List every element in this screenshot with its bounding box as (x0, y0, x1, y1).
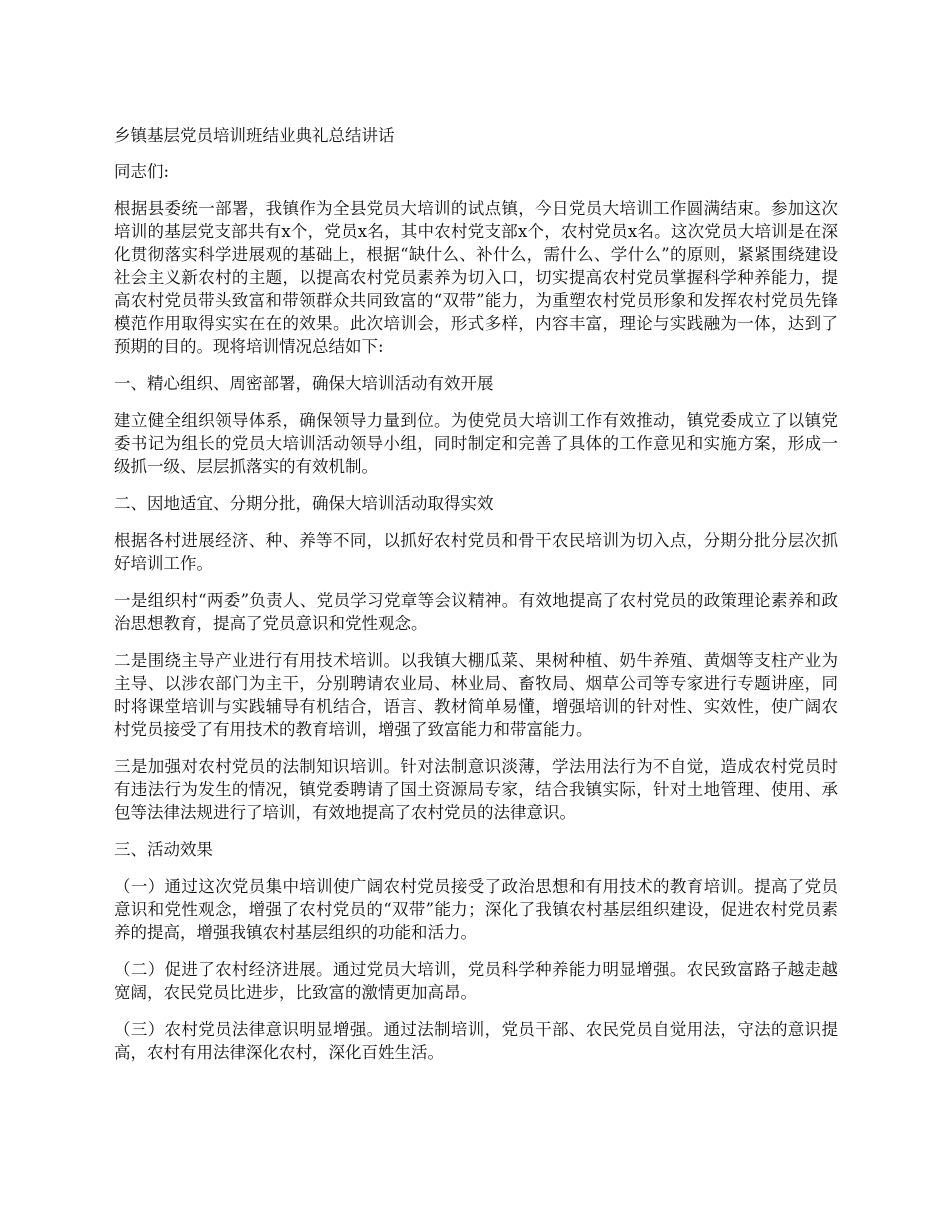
section2-item-3: 三是加强对农村党员的法制知识培训。针对法制意识淡薄，学法用法行为不自觉，造成农村党员时有违法行为发生的情况，镇党委聘请了国土资源局专家，结合我镇实际，针对土地管理、使用、承包等法律法规进行了培训，有效地提高了农村党员的法律意识。 (114, 757, 838, 822)
section3-item-2: （二）促进了农村经济进展。通过党员大培训，党员科学种养能力明显增强。农民致富路子越走越宽阔，农民党员比进步，比致富的激情更加高昂。 (114, 960, 838, 1002)
intro-paragraph: 根据县委统一部署，我镇作为全县党员大培训的试点镇，今日党员大培训工作圆满结束。参加这次培训的基层党支部共有x个，党员x名，其中农村党支部x个，农村党员x名。这次党员大培训是在深化贯彻落实科学进展观的基础上，根据“缺什么、补什么，需什么、学什么”的原则，紧紧围绕建设社会主义新农村的主题，以提高农村党员素养为切入口，切实提高农村党员掌握科学种养能力，提高农村党员带头致富和带领群众共同致富的“双带”能力，为重塑农村党员形象和发挥农村党员先锋模范作用取得实实在在的效果。此次培训会，形式多样，内容丰富，理论与实践融为一体，达到了预期的目的。现将培训情况总结如下: (114, 199, 838, 356)
section2-intro-paragraph: 根据各村进展经济、种、养等不同，以抓好农村党员和骨干农民培训为切入点，分期分批分层次抓好培训工作。 (114, 531, 838, 573)
section3-item-1: （一）通过这次党员集中培训使广阔农村党员接受了政治思想和有用技术的教育培训。提高了党员意识和党性观念，增强了农村党员的“双带”能力；深化了我镇农村基层组织建设，促进农村党员素养的提高，增强我镇农村基层组织的功能和活力。 (114, 877, 838, 942)
section1-heading: 一、精心组织、周密部署，确保大培训活动有效开展 (114, 374, 494, 393)
section2-item-2: 二是围绕主导产业进行有用技术培训。以我镇大棚瓜菜、果树种植、奶牛养殖、黄烟等支柱产业为主导、以涉农部门为主干，分别聘请农业局、林业局、畜牧局、烟草公司等专家进行专题讲座，同时将课堂培训与实践辅导有机结合，语言、教材简单易懂，增强培训的针对性、实效性，使广阔农村党员接受了有用技术的教育培训，增强了致富能力和带富能力。 (114, 651, 838, 739)
section2-item-1: 一是组织村“两委”负责人、党员学习党章等会议精神。有效地提高了农村党员的政策理论素养和政治思想教育，提高了党员意识和党性观念。 (114, 591, 838, 633)
document-page (114, 124, 838, 1078)
document-title: 乡镇基层党员培训班结业典礼总结讲话 (114, 126, 395, 145)
section1-paragraph: 建立健全组织领导体系，确保领导力量到位。为使党员大培训工作有效推动，镇党委成立了以镇党委书记为组长的党员大培训活动领导小组，同时制定和完善了具体的工作意见和实施方案，形成一级抓一级、层层抓落实的有效机制。 (114, 411, 838, 476)
greeting: 同志们: (114, 162, 170, 181)
section2-heading: 二、因地适宜、分期分批，确保大培训活动取得实效 (114, 494, 494, 513)
section3-heading: 三、活动效果 (114, 840, 213, 859)
section3-item-3: （三）农村党员法律意识明显增强。通过法制培训，党员干部、农民党员自觉用法，守法的意识提高，农村有用法律深化农村，深化百姓生活。 (114, 1020, 838, 1062)
